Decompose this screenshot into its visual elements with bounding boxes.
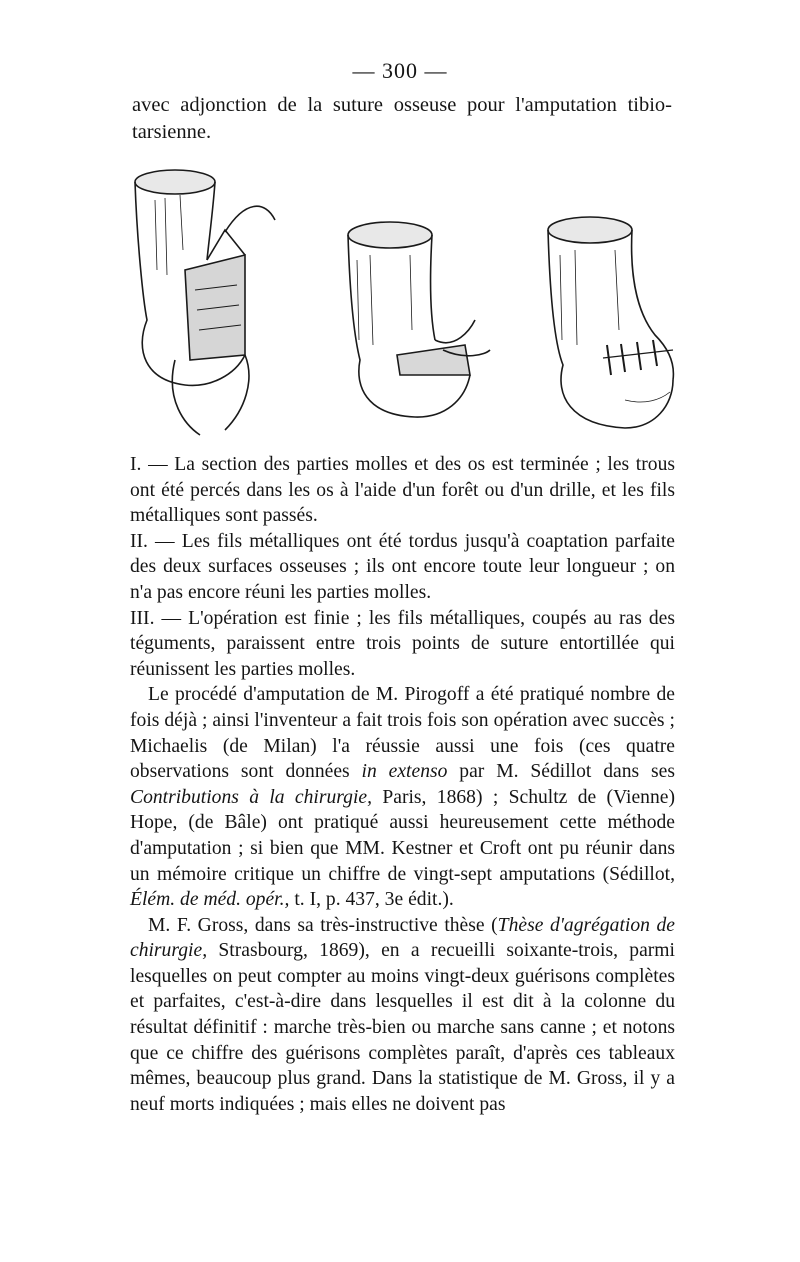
paragraph: M. F. Gross, dans sa très-instructive thèse (Thèse d'agrégation de chirurgie, Strasbourg, 1869), en a recueilli soixante-trois, parmi lesquelles on peut compter au moins vingt-deux guérisons complètes et parfaites, c'est-à-dire dans lesquelles il est dit à la colonne du résultat définitif : marche très-bien ou marche sans canne ; et notons que ce chiffre des guérisons complètes paraît, d'après ces tableaux mêmes, beaucoup plus grand. Dans la statistique de M. Gross, il y a neuf morts indiquées ; mais elles ne doivent pas [130, 914, 675, 1115]
caption-item [130, 606, 675, 683]
caption-text: — La section des parties molles et des os est terminée ; les trous ont été percés dans les os à l'aide d'un forêt ou d'un drille, et les fils métalliques sont passés. [130, 454, 675, 527]
caption-text: — Les fils métalliques ont été tordus jusqu'à coaptation parfaite des deux surfaces osseuses ; ils ont encore toute leur longueur ; on n'a pas encore réuni les parties molles. [130, 530, 676, 603]
caption-numeral: II. [130, 530, 148, 552]
lead-text: avec adjonction de la suture osseuse pour l'amputation tibio-tarsienne. [132, 94, 672, 143]
caption-item [130, 529, 675, 606]
sutured-stump-icon [348, 222, 490, 417]
paragraph: Le procédé d'amputation de M. Pirogoff a été pratiqué nombre de fois déjà ; ainsi l'inventeur a fait trois fois son opération avec succès ; Michaelis (de Milan) l'a réussie aussi une fois (ces quatre observations sont données in extenso par M. Sédillot dans ses Contributions à la chirurgie, Paris, 1868) ; Schultz de (Vienne) Hope, (de Bâle) ont pratiqué aussi heureusement cette méthode d'amputation ; si bien que MM. Kestner et Croft ont pu réunir dans un mémoire critique un chiffre de vingt-sept amputations (Sédillot, Élém. de méd. opér., t. I, p. 437, 3e édit.). [130, 684, 675, 911]
caption-text: — L'opération est finie ; les fils métalliques, coupés au ras des téguments, paraissent entre trois points de suture entortillée qui réunissent les parties molles. [130, 607, 675, 680]
caption-item [130, 452, 675, 529]
caption-numeral: I. [130, 454, 142, 475]
figure-captions [130, 452, 675, 682]
figure-illustrations [125, 160, 685, 445]
body-text [130, 452, 675, 1117]
page-number: — 300 — [352, 58, 448, 83]
amputated-foot-icon [135, 170, 275, 435]
caption-numeral: III. [130, 607, 155, 629]
closed-stump-icon [548, 217, 673, 428]
